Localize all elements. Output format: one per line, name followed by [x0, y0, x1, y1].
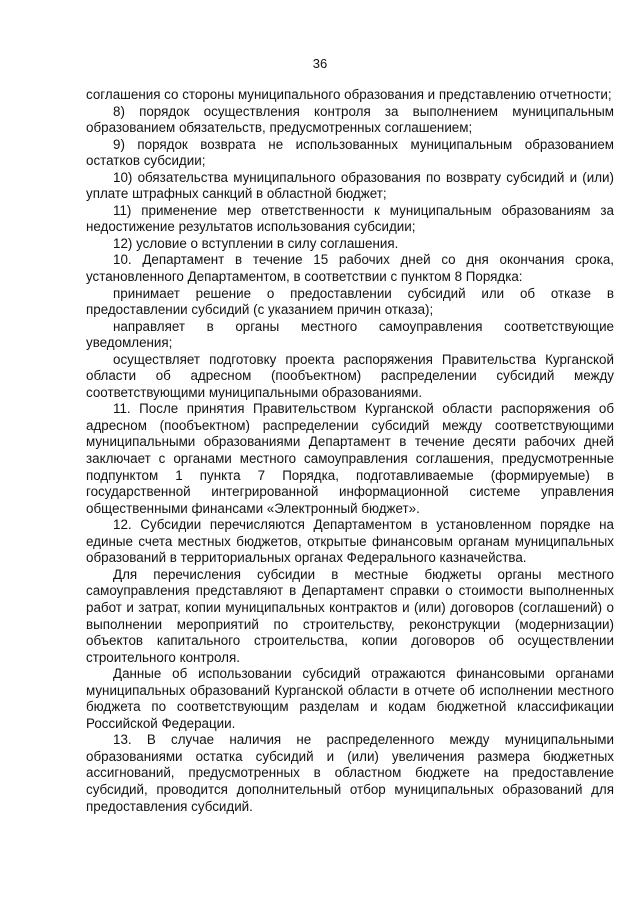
paragraph: Для перечисления субсидии в местные бюджеты органы местного самоуправления представляют в Департамент справки о стоимости выполненных работ и затрат, копии муниципальных контрактов и (или) договоров (соглашений) о выполнении мероприятий по строительству, реконструкции (модернизации) объектов капитального строительства, копии договоров об осуществлении строительного контроля. — [86, 566, 614, 665]
paragraph: 10. Департамент в течение 15 рабочих дней со дня окончания срока, установленного Департаментом, в соответствии с пунктом 8 Порядка: — [86, 252, 614, 285]
paragraph: 9) порядок возврата не использованных муниципальным образованием остатков субсидии; — [86, 136, 614, 169]
paragraph: Данные об использовании субсидий отражаются финансовыми органами муниципальных образований Курганской области в отчете об исполнении местного бюджета по соответствующим разделам и кодам бюджетной классификации Российской Федерации. — [86, 666, 614, 731]
paragraph: 11. После принятия Правительством Курганской области распоряжения об адресном (пообъектном) распределении субсидий между соответствующими муниципальными образованиями Департамент в течение десяти рабочих дней заключает с органами местного самоуправления соглашения, предусмотренные подпунктом 1 пункта 7 Порядка, подготавливаемые (формируемые) в государственной интегрированной информационной системе управления общественными финансами «Электронный бюджет». — [86, 401, 614, 516]
paragraph: 12) условие о вступлении в силу соглашения. — [113, 235, 399, 251]
paragraph: 13. В случае наличия не распределенного между муниципальными образованиями остатка субсидий и (или) увеличения размера бюджетных ассигнований, предусмотренных в областном бюджете на предоставление субсидий, проводится дополнительный отбор муниципальных образований для предоставления субсидий. — [86, 732, 614, 814]
paragraph: 12. Субсидии перечисляются Департаментом в установленном порядке на единые счета местных бюджетов, открытые финансовым органам муниципальных образований в территориальных органах Федерального казначейства. — [86, 517, 614, 566]
paragraph: 10) обязательства муниципального образования по возврату субсидий и (или) уплате штрафных санкций в областной бюджет; — [86, 169, 614, 202]
paragraph: принимает решение о предоставлении субсидий или об отказе в предоставлении субсидий (с указанием причин отказа); — [86, 285, 614, 318]
page-number: 36 — [312, 56, 328, 71]
paragraph: 11) применение мер ответственности к муниципальным образованиям за недостижение результатов использования субсидии; — [86, 202, 614, 235]
document-body — [86, 87, 614, 815]
paragraph: соглашения со стороны муниципального образования и представлению отчетности; — [86, 87, 612, 102]
paragraph: 8) порядок осуществления контроля за выполнением муниципальным образованием обязательств, предусмотренных соглашением; — [86, 103, 614, 136]
paragraph: направляет в органы местного самоуправления соответствующие уведомления; — [86, 318, 614, 351]
paragraph: осуществляет подготовку проекта распоряжения Правительства Курганской области об адресном (пообъектном) распределении субсидий между соответствующими муниципальными образованиями. — [86, 351, 614, 400]
